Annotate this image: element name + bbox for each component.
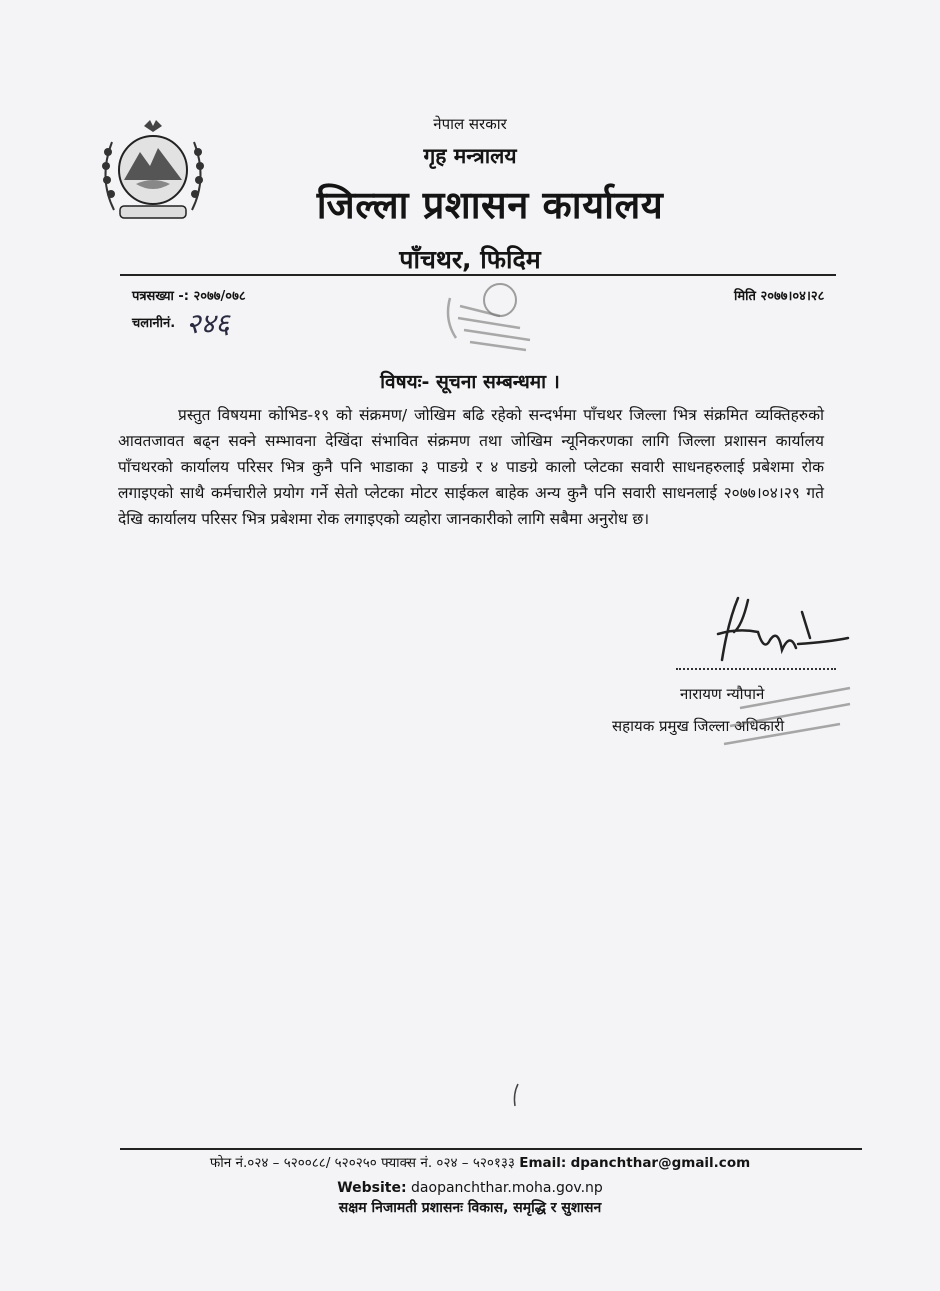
footer-email: dpanchthar@gmail.com — [570, 1155, 751, 1171]
date-value: २०७७।०४।२८ — [760, 289, 825, 304]
footer-website-label: Website: — [337, 1180, 407, 1196]
name-stamp-icon — [700, 668, 860, 758]
footer-phone: फोन नं.०२४ – ५२००८८/ ५२०२५० फ्याक्स नं. ०२४ – ५२०१३३ — [209, 1155, 515, 1171]
signatory-name: नारायण न्यौपाने — [680, 685, 765, 703]
footer-website — [200, 1180, 740, 1196]
signatory-title: सहायक प्रमुख जिल्ला अधिकारी — [612, 717, 785, 735]
letter-number — [132, 286, 246, 304]
letter-number-value: २०७७/०७८ — [193, 289, 246, 304]
dispatch-label: चलानीनं. — [132, 316, 176, 331]
footer-email-label: Email: — [519, 1155, 567, 1171]
subject-line: विषयः- सूचना सम्बन्धमा । — [380, 371, 560, 393]
nepal-emblem-icon — [94, 118, 212, 222]
office-location: पाँचथर, फिदिम — [399, 245, 541, 274]
ministry-name: गृह मन्त्रालय — [423, 144, 517, 168]
date-label: मिति — [734, 289, 756, 304]
office-name: जिल्ला प्रशासन कार्यालय — [316, 183, 664, 227]
government-name: नेपाल सरकार — [433, 115, 507, 133]
footer-motto: सक्षम निजामती प्रशासनः विकास, समृद्धि र सुशासन — [338, 1200, 602, 1216]
dispatch-number-handwritten: २४६ — [186, 307, 230, 340]
letter-number-label: पत्रसख्या -: — [132, 289, 189, 304]
footer-website-url: daopanchthar.moha.gov.np — [411, 1180, 603, 1196]
office-seal-stamp-icon — [430, 270, 560, 360]
pen-mark-icon — [512, 1082, 520, 1108]
letter-date — [734, 286, 824, 304]
footer-divider — [120, 1148, 862, 1150]
handwritten-signature-icon — [698, 592, 858, 672]
notice-body: प्रस्तुत विषयमा कोभिड-१९ को संक्रमण/ जोखिम बढि रहेको सन्दर्भमा पाँचथर जिल्ला भित्र संक्रमित व्यक्तिहरुको आवतजावत बढ्न सक्ने सम्भावना देखिंदा संभावित संक्रमण तथा जोखिम न्यूनिकरणका लागि जिल्ला प्रशासन कार्यालय पाँचथरको कार्यालय परिसर भित्र कुनै पनि भाडाका ३ पाङग्रे र ४ पाङग्रे कालो प्लेटका सवारी साधनहरुलाई प्रबेशमा रोक लगाइएको साथै कर्मचारीले प्रयोग गर्ने सेतो प्लेटका मोटर साईकल बाहेक अन्य कुनै पनि सवारी साधनलाई २०७७।०४।२९ गते देखि कार्यालय परिसर भित्र प्रबेशमा रोक लगाइएको व्यहोरा जानकारीको लागि सबैमा अनुरोध छ। — [118, 406, 824, 528]
footer-contact — [100, 1153, 860, 1171]
